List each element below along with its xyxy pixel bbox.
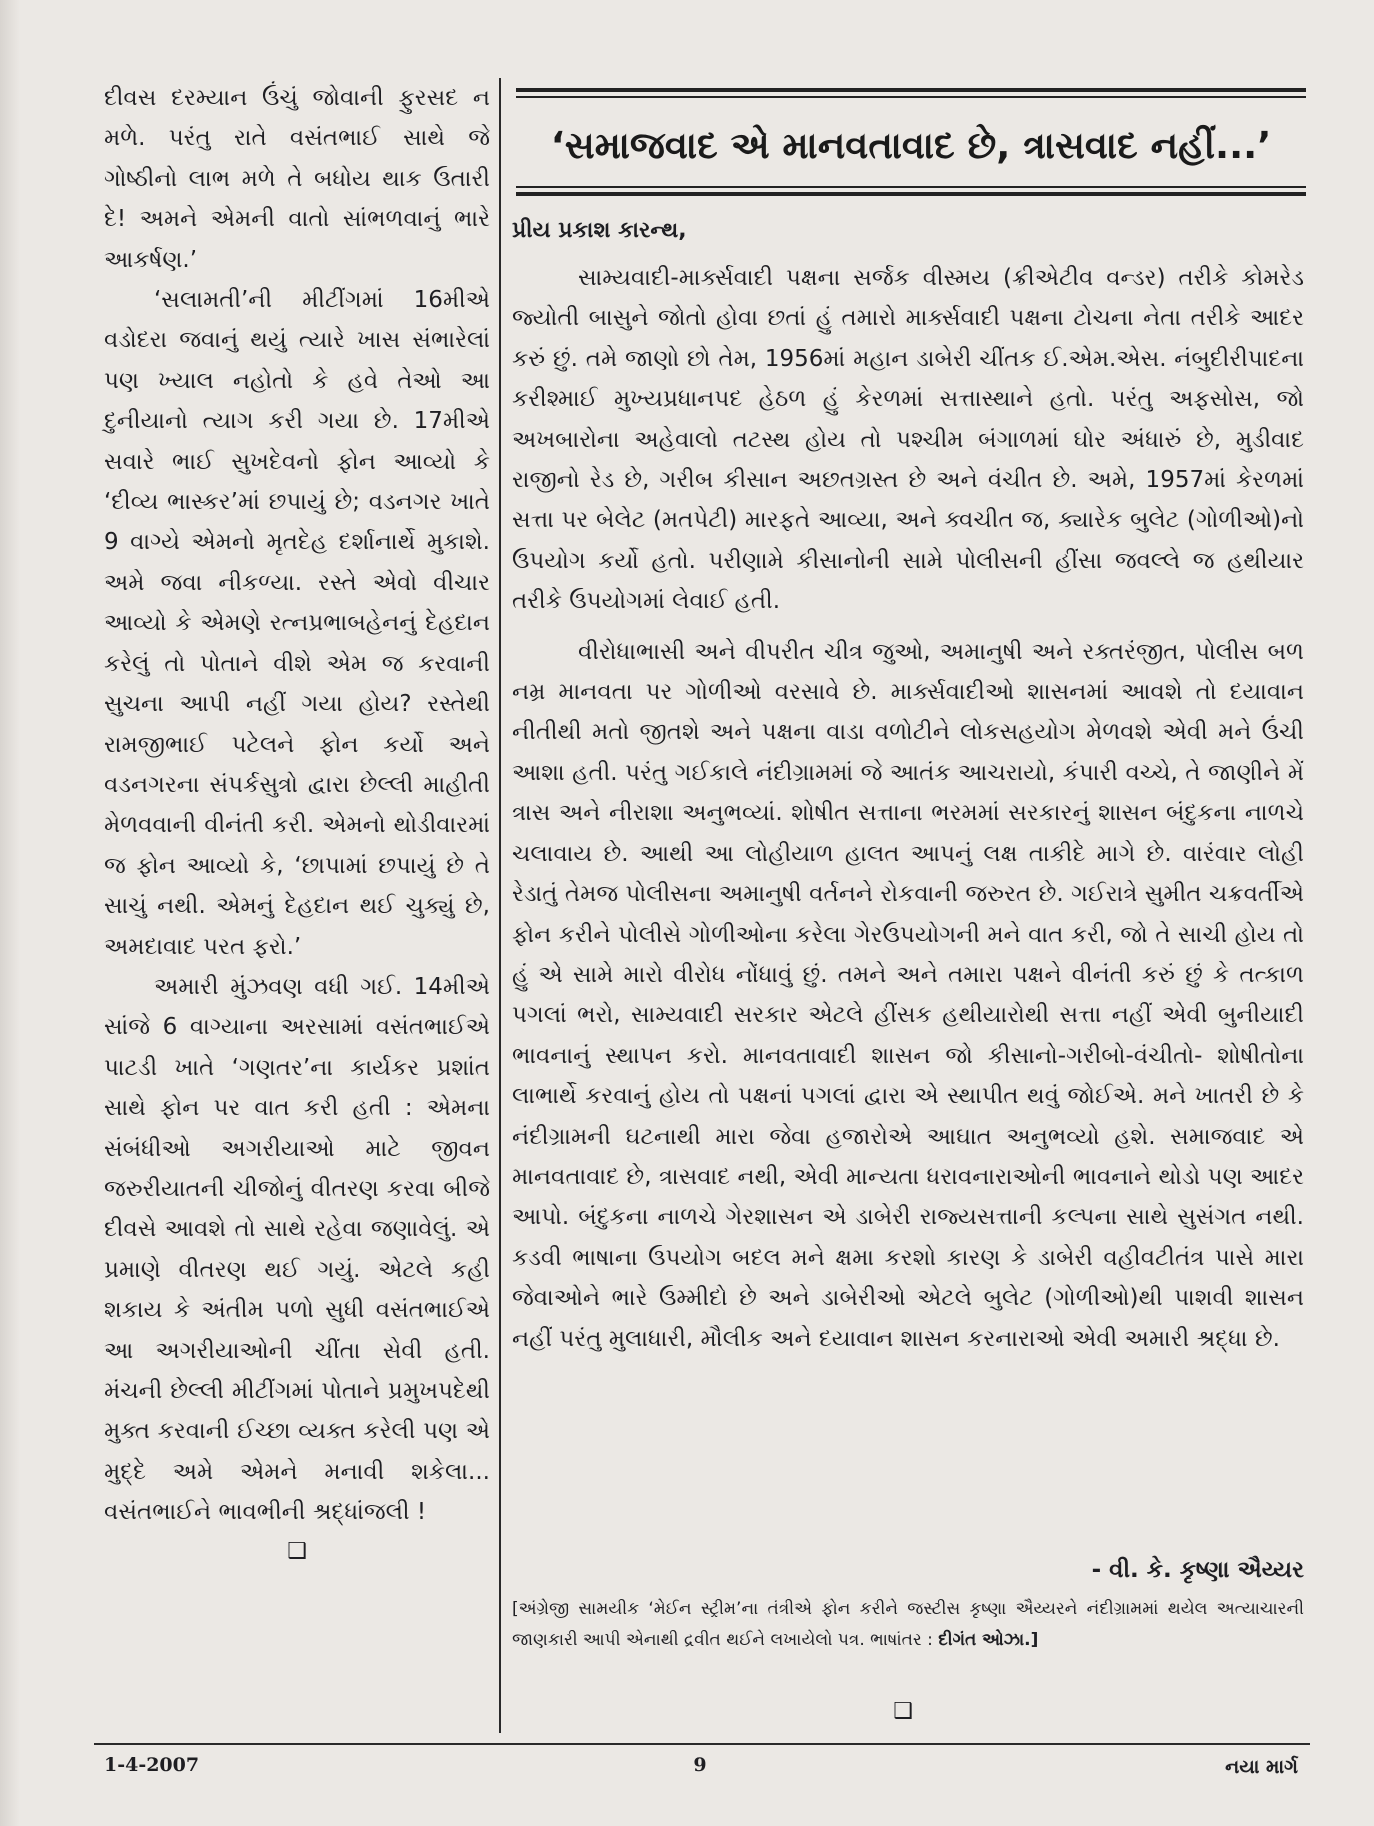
- left-paragraph-3: અમારી મુંઝવણ વધી ગઈ. 14મીએ સાંજે 6 વાગ્યાના અરસામાં વસંતભાઈએ પાટડી ખાતે ‘ગણતર’ના કાર્યકર પ્રશાંત સાથે ફોન પર વાત કરી હતી : એમના સંબંધીઓ અગરીયાઓ માટે જીવન જરુરીયાતની ચીજોનું વીતરણ કરવા બીજે દીવસે આવશે તો સાથે રહેવા જણાવેલું. એ પ્રમાણે વીતરણ થઈ ગયું. એટલે કહી શકાય કે અંતીમ પળો સુધી વસંતભાઈએ આ અગરીયાઓની ચીંતા સેવી હતી. મંચની છેલ્લી મીટીંગમાં પોતાને પ્રમુખપદેથી મુક્ત કરવાની ઈચ્છા વ્યક્ત કરેલી પણ એ મુદ્દે અમે એમને મનાવી શકેલા... વસંતભાઈને ભાવભીની શ્રદ્ધાંજલી !: [104, 973, 490, 1526]
- editor-note-text: [અંગ્રેજી સામયીક ‘મેઈન સ્ટ્રીમ’ના તંત્રીએ ફોન કરીને જસ્ટીસ કૃષ્ણા ઐય્યરને નંદીગ્રામમાં થયેલ અત્યાચારની જાણકારી આપી એનાથી દ્રવીત થઈને લખાયેલો પત્ર. ભાષાંતર :: [512, 1599, 1304, 1650]
- article-end-mark: ❑: [893, 1699, 913, 1724]
- letter-signature: - વી. કે. કૃષ્ણા ઐય્યર: [1091, 1557, 1304, 1583]
- page-edge-shadow: [0, 0, 20, 1826]
- letter-salutation: પ્રીય પ્રકાશ કારન્થ,: [512, 218, 687, 243]
- left-end-mark: ❑: [287, 1538, 307, 1564]
- editor-note: [512, 1594, 1304, 1656]
- column-divider: [499, 78, 501, 1733]
- footer-date: 1-4-2007: [104, 1754, 200, 1776]
- publication-name: નયા માર્ગ: [1225, 1756, 1298, 1778]
- article-body: [512, 258, 1304, 1359]
- footer-rule: [94, 1743, 1310, 1745]
- left-paragraph-1: દીવસ દરમ્યાન ઉંચું જોવાની ફુરસદ ન મળે. પરંતુ રાતે વસંતભાઈ સાથે જે ગોષ્ઠીનો લાભ મળે તે બધોય થાક ઉતારી દે! અમને એમની વાતો સાંભળવાનું ભારે આકર્ષણ.’: [104, 85, 490, 273]
- left-paragraph-2: ‘સલામતી’ની મીટીંગમાં 16મીએ વડોદરા જવાનું થયું ત્યારે ખાસ સંભારેલાં પણ ખ્યાલ નહોતો કે હવે તેઓ આ દુનીયાનો ત્યાગ કરી ગયા છે. 17મીએ સવારે ભાઈ સુખદેવનો ફોન આવ્યો કે ‘દીવ્ય ભાસ્કર’માં છપાયું છે; વડનગર ખાતે 9 વાગ્યે એમનો મૃતદેહ દર્શાનાર્થે મુકાશે. અમે જવા નીકળ્યા. રસ્તે એવો વીચાર આવ્યો કે એમણે રત્નપ્રભાબહેનનું દેહદાન કરેલું તો પોતાને વીશે એમ જ કરવાની સુચના આપી નહીં ગયા હોય? રસ્તેથી રામજીભાઈ પટેલને ફોન કર્યો અને વડનગરના સંપર્કસુત્રો દ્વારા છેલ્લી માહીતી મેળવવાની વીનંતી કરી. એમનો થોડીવારમાં જ ફોન આવ્યો કે, ‘છાપામાં છપાયું છે તે સાચું નથી. એમનું દેહદાન થઈ ચુક્યું છે, અમદાવાદ પરત ફરો.’: [104, 287, 490, 960]
- page-number: 9: [693, 1754, 707, 1776]
- article-paragraph-1: સામ્યવાદી-માર્ક્સવાદી પક્ષના સર્જક વીસ્મય (ક્રીએટીવ વન્ડર) તરીકે કોમરેડ જ્યોતી બાસુને જોતો હોવા છતાં હું તમારો માર્ક્સવાદી પક્ષના ટોચના નેતા તરીકે આદર કરું છું. તમે જાણો છો તેમ, 1956માં મહાન ડાબેરી ચીંતક ઈ.એમ.એસ. નંબુદીરીપાદના કરીશ્માઈ મુખ્યપ્રધાનપદ હેઠળ હું કેરળમાં સત્તાસ્થાને હતો. પરંતુ અફસોસ, જો અખબારોના અહેવાલો તટસ્થ હોય તો પશ્ચીમ બંગાળમાં ઘોર અંધારું છે, મુડીવાદ રાજીનો રેડ છે, ગરીબ કીસાન અછતગ્રસ્ત છે અને વંચીત છે. અમે, 1957માં કેરળમાં સત્તા પર બેલેટ (મતપેટી) મારફતે આવ્યા, અને ક્વચીત જ, ક્યારેક બુલેટ (ગોળીઓ)નો ઉપયોગ કર્યો હતો. પરીણામે કીસાનોની સામે પોલીસની હીંસા જવલ્લે જ હથીયાર તરીકે ઉપયોગમાં લેવાઈ હતી.: [512, 265, 1304, 615]
- article-title: ‘સમાજવાદ એ માનવતાવાદ છે, ત્રાસવાદ નહીં...’: [550, 124, 1272, 167]
- title-rule-top: [516, 88, 1306, 98]
- title-rule-bottom: [516, 186, 1306, 196]
- article-paragraph-2: વીરોધાભાસી અને વીપરીત ચીત્ર જુઓ, અમાનુષી અને રક્તરંજીત, પોલીસ બળ નમ્ર માનવતા પર ગોળીઓ વરસાવે છે. માર્ક્સવાદીઓ શાસનમાં આવશે તો દયાવાન નીતીથી મતો જીતશે અને પક્ષના વાડા વળોટીને લોકસહયોગ મેળવશે એવી મને ઉંચી આશા હતી. પરંતુ ગઈકાલે નંદીગ્રામમાં જે આતંક આચરાયો, કંપારી વચ્ચે, તે જાણીને મેં ત્રાસ અને નીરાશા અનુભવ્યાં. શોષીત સત્તાના ભરમમાં સરકારનું શાસન બંદુકના નાળચે ચલાવાય છે. આથી આ લોહીયાળ હાલત આપનું લક્ષ તાકીદે માગે છે. વારંવાર લોહી રેડાતું તેમજ પોલીસના અમાનુષી વર્તનને રોકવાની જરુરત છે. ગઈરાત્રે સુમીત ચક્રવર્તીએ ફોન કરીને પોલીસે ગોળીઓના કરેલા ગેરઉપયોગની મને વાત કરી, જો તે સાચી હોય તો હું એ સામે મારો વીરોધ નોંધાવું છું. તમને અને તમારા પક્ષને વીનંતી કરું છું કે તત્કાળ પગલાં ભરો, સામ્યવાદી સરકાર એટલે હીંસક હથીયારોથી સત્તા નહીં એવી બુનીયાદી ભાવનાનું સ્થાપન કરો. માનવતાવાદી શાસન જો કીસાનો-ગરીબો-વંચીતો- શોષીતોના લાભાર્થે કરવાનું હોય તો પક્ષનાં પગલાં દ્વારા એ સ્થાપીત થવું જોઈએ. મને ખાતરી છે કે નંદીગ્રામની ઘટનાથી મારા જેવા હજારોએ આઘાત અનુભવ્યો હશે. સમાજવાદ એ માનવતાવાદ છે, ત્રાસવાદ નથી, એવી માન્યતા ધરાવનારાઓની ભાવનાને થોડો પણ આદર આપો. બંદુકના નાળચે ગેરશાસન એ ડાબેરી રાજ્યસત્તાની કલ્પના સાથે સુસંગત નથી. કડવી ભાષાના ઉપયોગ બદલ મને ક્ષમા કરશો કારણ કે ડાબેરી વહીવટીતંત્ર પાસે મારા જેવાઓને ભારે ઉમ્મીદો છે અને ડાબેરીઓ એટલે બુલેટ (ગોળીઓ)થી પાશવી શાસન નહીં પરંતુ મુલાધારી, મૌલીક અને દયાવાન શાસન કરનારાઓ એવી અમારી શ્રદ્ધા છે.: [512, 638, 1304, 1352]
- left-column: [104, 78, 490, 1567]
- translator-name: દીગંત ઓઝા.]: [938, 1630, 1039, 1650]
